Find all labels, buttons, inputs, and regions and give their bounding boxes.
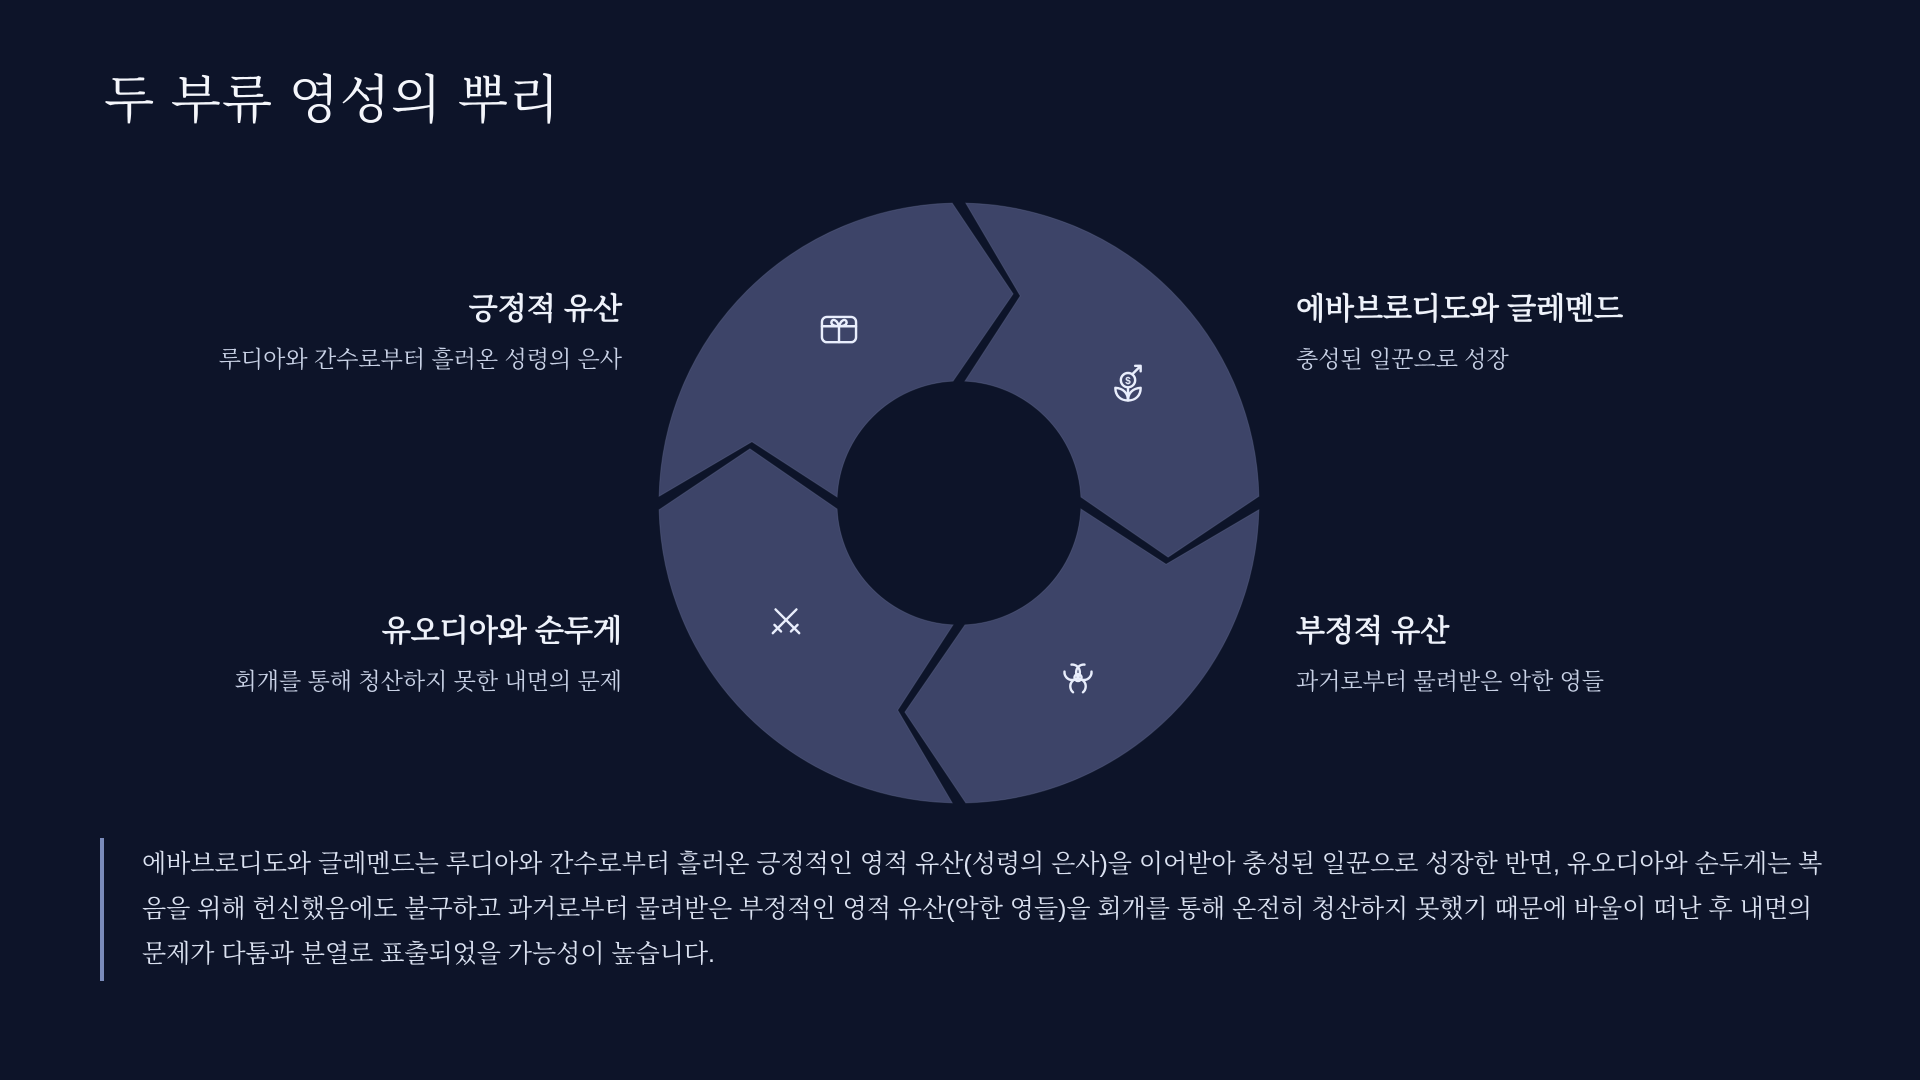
crossed-swords-icon <box>764 599 808 643</box>
gift-card-icon <box>817 307 861 351</box>
label-negative-legacy <box>1296 613 1856 696</box>
footnote-text: 에바브로디도와 글레멘드는 루디아와 간수로부터 흘러온 긍정적인 영적 유산(성령의 은사)을 이어받아 충성된 일꾼으로 성장한 반면, 유오디아와 순두게는 복음을 위해 헌신했음에도 불구하고 과거로부터 물려받은 부정적인 영적 유산(악한 영들)을 회개를 통해 온전히 청산하지 못했기 때문에 바울이 떠난 후 내면의 문제가 다툼과 분열로 표출되었을 가능성이 높습니다. <box>142 850 1823 968</box>
label-title: 부정적 유산 <box>1296 615 1450 648</box>
label-euodia-syntyche <box>62 613 622 696</box>
label-desc: 충성된 일꾼으로 성장 <box>1296 346 1509 372</box>
label-desc: 루디아와 간수로부터 흘러온 성령의 은사 <box>218 346 622 372</box>
coin-dollar-glyph: $ <box>1125 375 1131 387</box>
label-title: 유오디아와 순두게 <box>381 615 622 648</box>
page-title: 두 부류 영성의 뿌리 <box>104 72 561 130</box>
label-desc: 회개를 통해 청산하지 못한 내면의 문제 <box>234 668 622 694</box>
label-desc: 과거로부터 물려받은 악한 영들 <box>1296 668 1605 694</box>
growth-plant-icon <box>1106 362 1150 406</box>
label-positive-legacy <box>62 291 622 374</box>
label-title: 에바브로디도와 글레멘드 <box>1296 293 1624 326</box>
footnote-panel <box>100 838 1842 981</box>
label-title: 긍정적 유산 <box>468 293 622 326</box>
biohazard-icon <box>1056 655 1100 699</box>
label-epaphroditus-clement <box>1296 291 1856 374</box>
